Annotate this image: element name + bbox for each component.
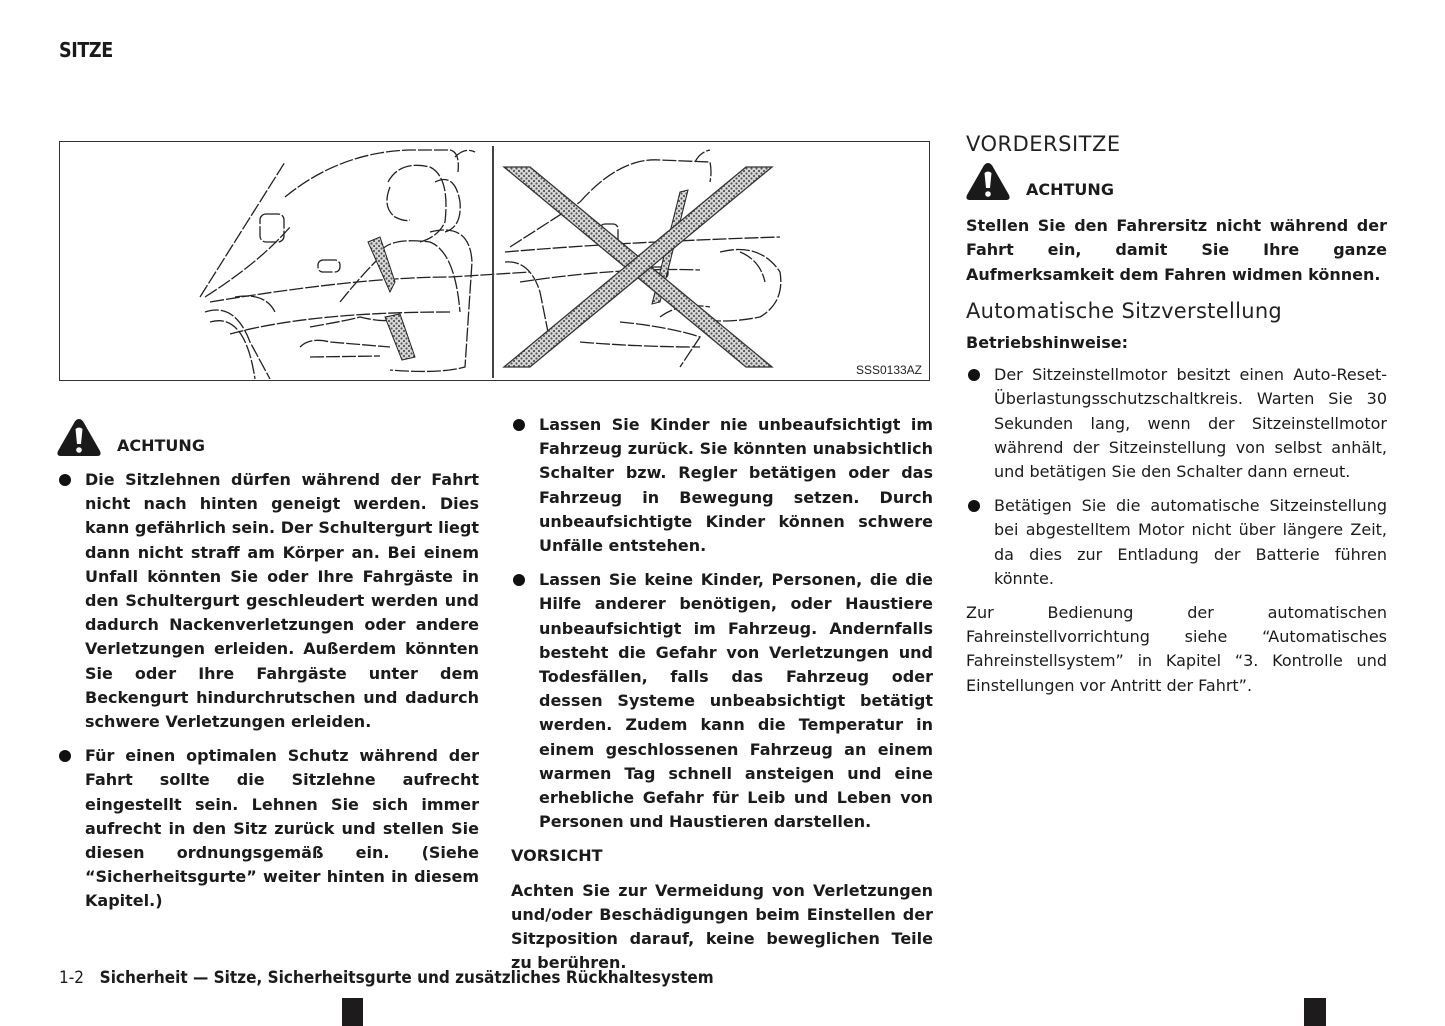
notes-bullet-list (966, 363, 1387, 591)
warning-heading (57, 412, 479, 458)
section-heading: VORDERSITZE (966, 132, 1121, 156)
right-column (966, 132, 1387, 698)
list-item: Die Sitzlehnen dürfen während der Fahrt nicht nach hinten geneigt werden. Dies kann gefährlich sein. Der Schultergurt liegt dann nicht straff am Körper an. Bei einem Unfall könnten Sie oder Ihre Fahrgäste in den Schultergurt geschleudert werden und dadurch Nackenverletzungen oder andere Verletzungen erleiden. Außerdem könnten Sie oder Ihre Fahrgäste unter dem Beckengurt hindurchrutschen und dadurch schwere Verletzungen erleiden. (57, 468, 479, 734)
warning-label: ACHTUNG (1026, 180, 1114, 199)
section-title: SITZE (59, 38, 113, 62)
caution-label: VORSICHT (511, 846, 603, 866)
list-item: Betätigen Sie die automatische Sitzeinstellung bei abgestelltem Motor nicht über längere Zeit, da dies zur Entladung der Batterie führen könnte. (966, 494, 1387, 591)
thumb-index-marker (1304, 998, 1326, 1026)
bullet-icon (968, 500, 980, 512)
correct-seating-illustration (200, 150, 530, 379)
warning-bullet-list (511, 413, 933, 834)
page-number: 1-2 (59, 968, 85, 988)
reference-text: Zur Bedienung der automatischen Fahreinstellvorrichtung siehe “Automatisches Fahreinstellsystem” in Kapitel “3. Kontrolle und Einstellungen vor Antritt der Fahrt”. (966, 603, 1387, 695)
list-item: Lassen Sie Kinder nie unbeaufsichtigt im Fahrzeug zurück. Sie könnten unabsichtlich Schalter bzw. Regler betätigen oder das Fahrzeug in Bewegung setzen. Durch unbeaufsichtigte Kinder können schwere Unfälle entstehen. (511, 413, 933, 558)
subheading: Automatische Sitzverstellung (966, 298, 1283, 323)
lap-belt (385, 314, 415, 360)
warning-heading (966, 158, 1387, 202)
warning-triangle-icon (57, 418, 101, 458)
chapter-title: Sicherheit — Sitze, Sicherheitsgurte und zusätzliches Rückhaltesystem (99, 968, 714, 988)
list-item: Der Sitzeinstellmotor besitzt einen Auto-Reset-Überlastungsschutzschaltkreis. Warten Sie 30 Sekunden lang, wenn der Sitzeinstellmotor während der Sitzeinstellung von selbst anhält, und betätigen Sie den Schalter dann erneut. (966, 363, 1387, 484)
warning-bullet-list (57, 468, 479, 914)
warning-text: Stellen Sie den Fahrersitz nicht während der Fahrt ein, damit Sie Ihre ganze Aufmerksamkeit dem Fahren widmen können. (966, 216, 1387, 284)
figure-divider (492, 146, 494, 378)
bullet-icon (968, 369, 980, 381)
warning-label: ACHTUNG (117, 435, 205, 455)
thumb-index-marker (342, 998, 363, 1026)
list-item: Für einen optimalen Schutz während der Fahrt sollte die Sitzlehne aufrecht eingestellt sein. Lehnen Sie sich immer aufrecht in den Sitz zurück und stellen Sie diesen ordnungsgemäß ein. (Siehe “Sicherheitsgurte” weiter hinten in diesem Kapitel.) (57, 744, 479, 913)
bullet-icon (513, 574, 525, 586)
figure-code: SSS0133AZ (855, 363, 922, 377)
crossout-x-mark (504, 167, 772, 367)
bullet-icon (513, 419, 525, 431)
seating-illustrations (60, 142, 928, 379)
warning-triangle-icon (966, 162, 1010, 202)
left-column (57, 412, 479, 924)
bullet-icon (59, 474, 71, 486)
list-item: Lassen Sie keine Kinder, Personen, die die Hilfe anderer benötigen, oder Haustiere unbeaufsichtigt im Fahrzeug. Andernfalls besteht die Gefahr von Verletzungen und Todesfällen, falls das Fahrzeug oder dessen Systeme unbeabsichtigt betätigt werden. Zudem kann die Temperatur in einem geschlossenen Fahrzeug an einem warmen Tag schnell ansteigen und eine erhebliche Gefahr für Leib und Leben von Personen und Haustieren darstellen. (511, 568, 933, 834)
caution-text: Achten Sie zur Vermeidung von Verletzungen und/oder Beschädigungen beim Einstellen der Sitzposition darauf, keine beweglichen Teile zu berühren. (511, 880, 933, 973)
seat-position-figure (59, 141, 930, 381)
page-footer (59, 968, 714, 988)
middle-column (511, 413, 933, 975)
notes-label: Betriebshinweise: (966, 333, 1129, 353)
bullet-icon (59, 750, 71, 762)
